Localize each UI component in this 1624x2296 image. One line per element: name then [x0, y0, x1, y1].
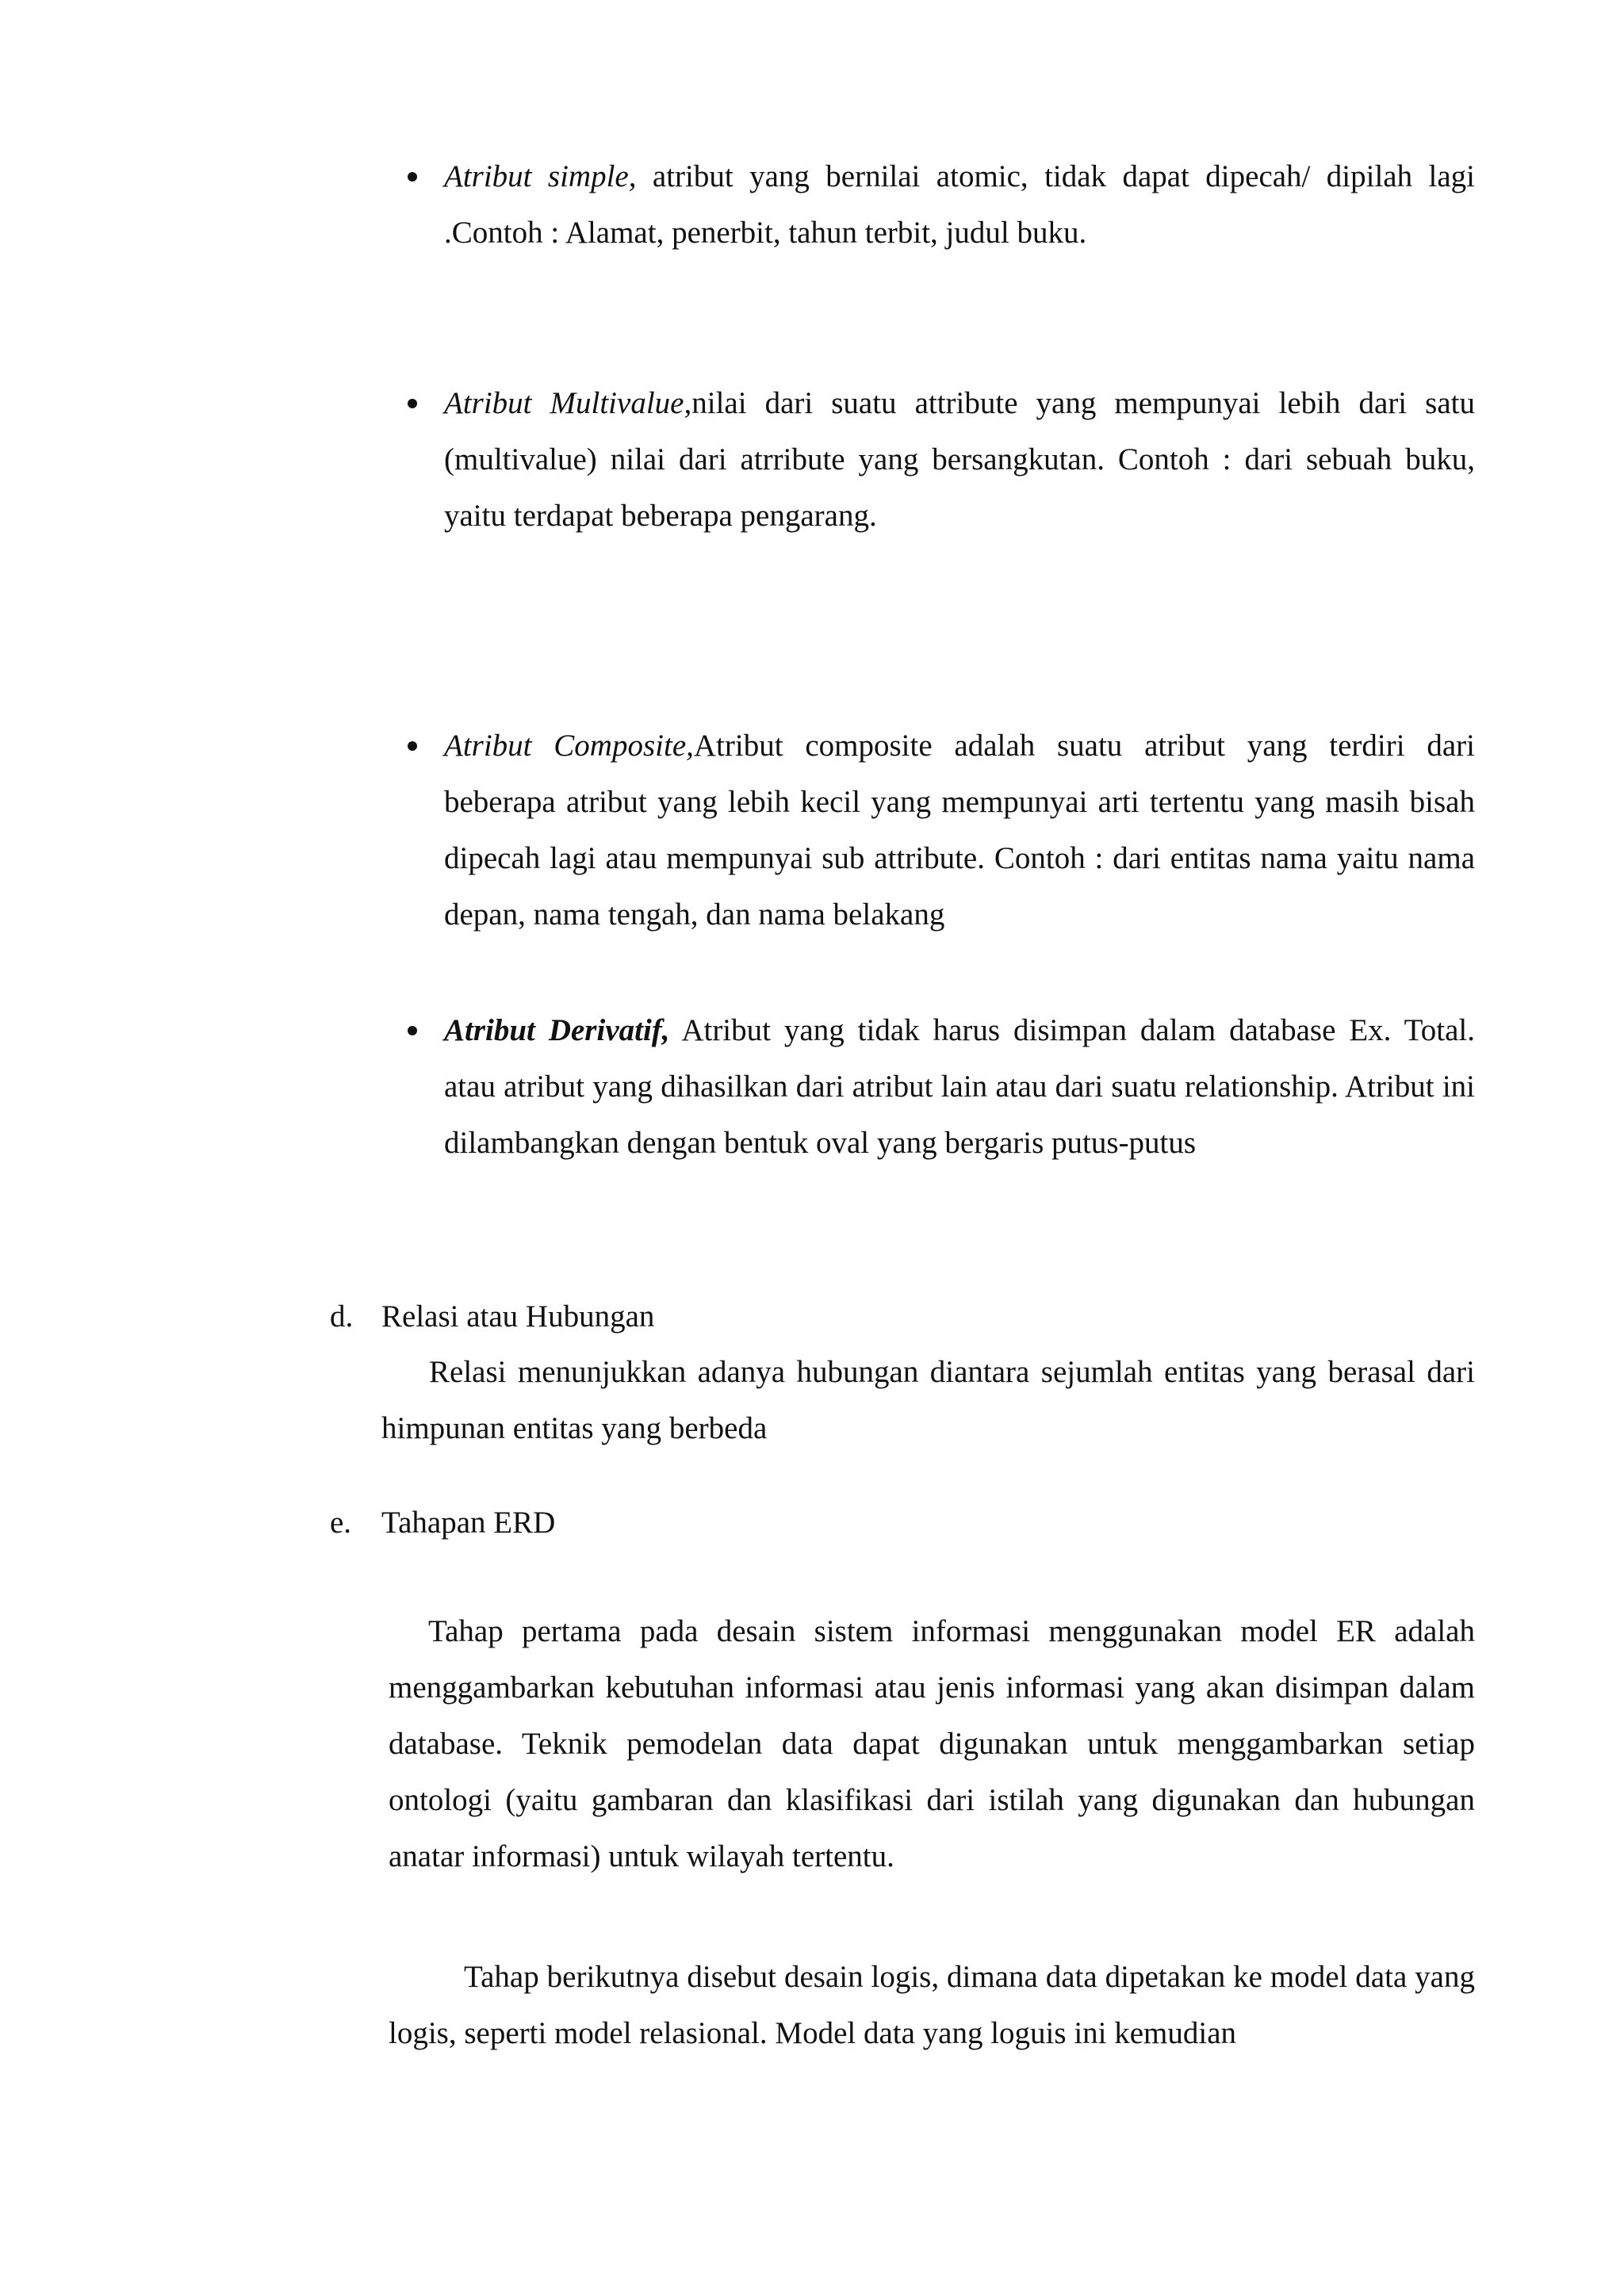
bullet-text: Atribut composite adalah suatu atribut yang terdiri dari beberapa atribut yang lebih kecil yang mempunyai arti tertentu yang masih bisah dipecah lagi atau mempunyai sub attribute. Contoh : dari entitas nama yaitu nama depan, nama tengah, dan nama belakang [444, 729, 1476, 932]
bullet-text: nilai dari suatu attribute yang mempunyai lebih dari satu (multivalue) nilai dari atrribute yang bersangkutan. Contoh : dari sebuah buku, yaitu terdapat beberapa pengarang. [444, 386, 1475, 533]
section-marker: e. [330, 1506, 352, 1540]
section-e-paragraph-2: Tahap berikutnya disebut desain logis, dimana data dipetakan ke model data yang logis, seperti model relasional. Model data yang loguis ini kemudian [389, 1960, 1475, 2050]
section-marker: d. [330, 1299, 354, 1334]
bullet-term: Atribut Composite, [444, 729, 694, 763]
bullet-dot-icon [408, 1026, 417, 1035]
bullet-dot-icon [408, 399, 417, 408]
bullet-term: Atribut simple, [444, 159, 637, 193]
bullet-text: Atribut yang tidak harus disimpan dalam database Ex. Total. atau atribut yang dihasilkan dari atribut lain atau dari suatu relationship. Atribut ini dilambangkan dengan bentuk oval yang bergaris putus-putus [444, 1013, 1475, 1160]
bullet-item-simple [444, 148, 1475, 261]
section-title: Tahapan ERD [381, 1506, 556, 1540]
bullet-item-multivalue [444, 375, 1475, 544]
bullet-term: Atribut Derivatif, [444, 1013, 670, 1047]
bullet-dot-icon [408, 741, 417, 751]
bullet-item-derivatif [444, 1002, 1475, 1171]
bullet-term: Atribut Multivalue, [444, 386, 692, 420]
bullet-item-composite [444, 718, 1475, 943]
section-d-paragraph: Relasi menunjukkan adanya hubungan diantara sejumlah entitas yang berasal dari himpunan entitas yang berbeda [381, 1355, 1475, 1445]
bullet-dot-icon [408, 172, 417, 182]
bullet-text: atribut yang bernilai atomic, tidak dapat dipecah/ dipilah lagi .Contoh : Alamat, penerbit, tahun terbit, judul buku. [444, 159, 1475, 250]
section-title: Relasi atau Hubungan [381, 1299, 655, 1334]
section-e-paragraph-1: Tahap pertama pada desain sistem informasi menggunakan model ER adalah menggambarkan kebutuhan informasi atau jenis informasi yang akan disimpan dalam database. Teknik pemodelan data dapat digunakan untuk menggambarkan setiap ontologi (yaitu gambaran dan klasifikasi dari istilah yang digunakan dan hubungan anatar informasi) untuk wilayah tertentu. [389, 1614, 1475, 1873]
